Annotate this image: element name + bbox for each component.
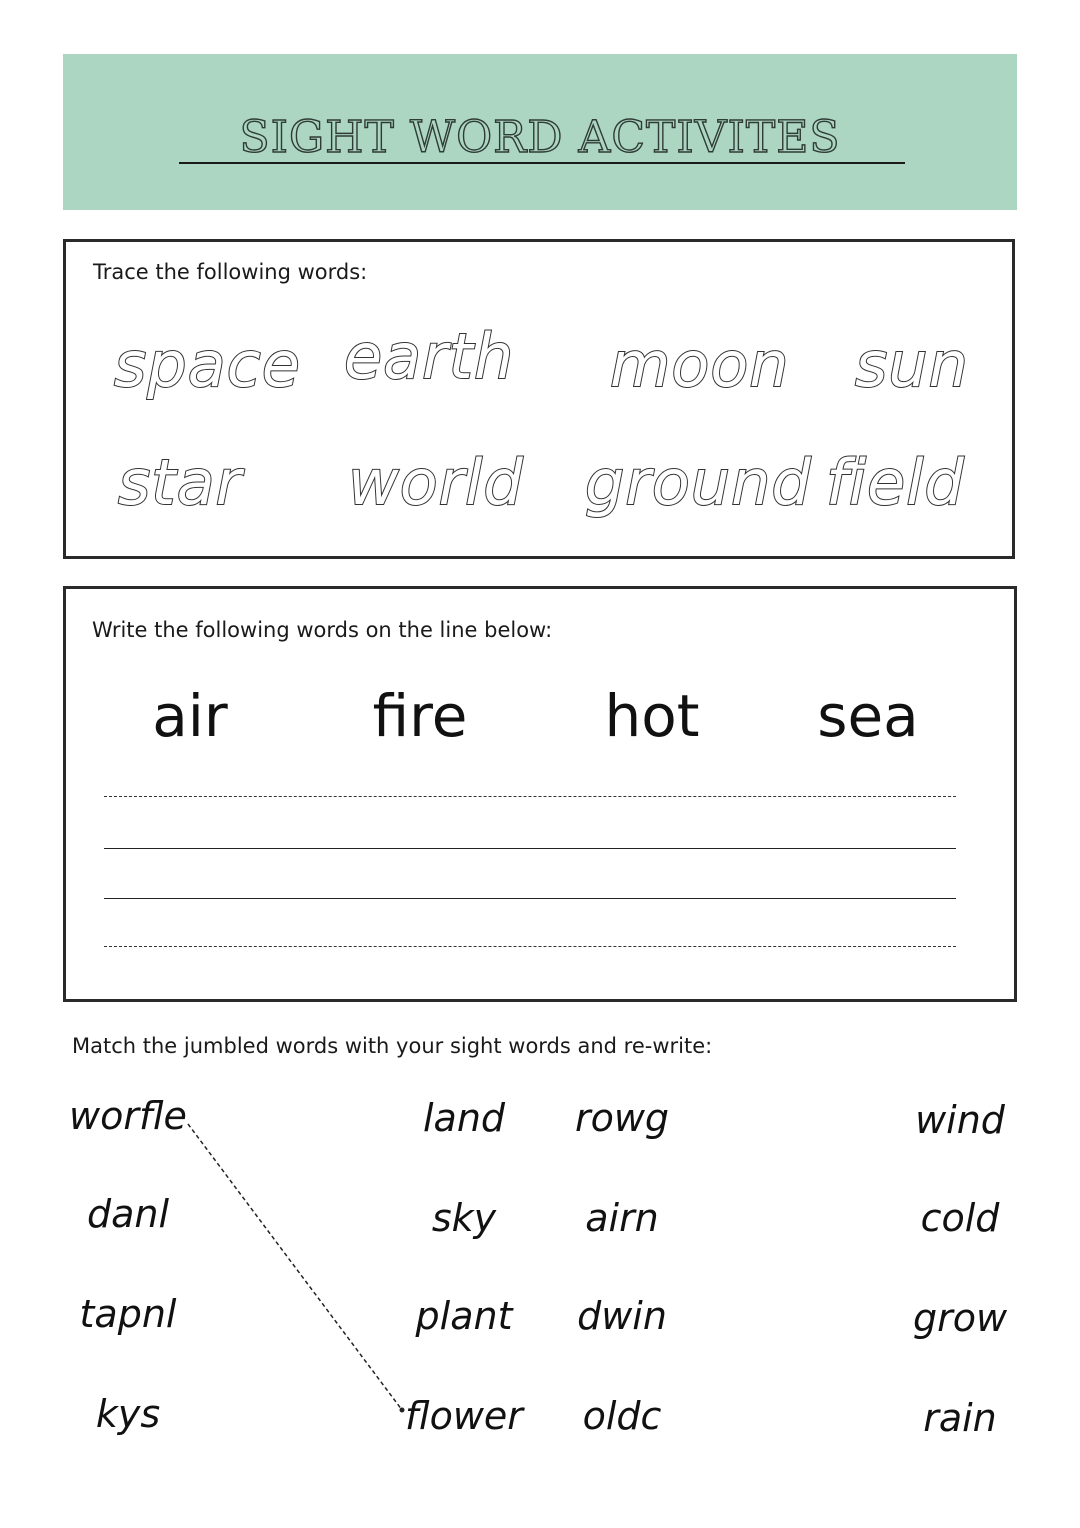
page-title: SIGHT WORD ACTIVITES bbox=[239, 112, 841, 163]
trace-word: star bbox=[118, 446, 243, 519]
match-instruction: Match the jumbled words with your sight words and re-write: bbox=[72, 1034, 713, 1058]
handwriting-base-line bbox=[104, 898, 956, 899]
sight-word: wind bbox=[915, 1098, 1005, 1142]
trace-word: field bbox=[826, 446, 965, 519]
sight-word: cold bbox=[920, 1196, 1000, 1240]
trace-word: earth bbox=[344, 320, 515, 393]
write-word: sea bbox=[817, 682, 919, 750]
sight-word: rain bbox=[923, 1396, 997, 1440]
trace-word: sun bbox=[855, 328, 969, 401]
trace-word: space bbox=[114, 328, 301, 401]
jumbled-word: rowg bbox=[574, 1096, 670, 1140]
write-word: fire bbox=[372, 682, 468, 750]
jumbled-word: worfle bbox=[69, 1094, 187, 1138]
trace-instruction: Trace the following words: bbox=[93, 260, 368, 284]
sight-word: sky bbox=[431, 1196, 497, 1240]
handwriting-bottom-line bbox=[104, 946, 956, 947]
jumbled-word: dwin bbox=[577, 1294, 667, 1338]
sight-word: land bbox=[422, 1096, 506, 1140]
jumbled-word: danl bbox=[86, 1192, 170, 1236]
sight-word: flower bbox=[405, 1394, 523, 1438]
write-section bbox=[63, 586, 1017, 1002]
write-instruction: Write the following words on the line below: bbox=[92, 618, 553, 642]
trace-word: world bbox=[348, 446, 524, 519]
jumbled-word: oldc bbox=[582, 1394, 662, 1438]
jumbled-word: airn bbox=[585, 1196, 659, 1240]
write-word: air bbox=[152, 682, 228, 750]
jumbled-word: kys bbox=[95, 1392, 161, 1436]
write-word: hot bbox=[604, 682, 700, 750]
sight-word: grow bbox=[912, 1296, 1008, 1340]
handwriting-mid-line bbox=[104, 848, 956, 849]
title-underline bbox=[179, 162, 905, 164]
jumbled-word: tapnl bbox=[79, 1292, 177, 1336]
header-band bbox=[63, 54, 1017, 210]
trace-word: ground bbox=[585, 446, 812, 519]
sight-word: plant bbox=[415, 1294, 513, 1338]
handwriting-top-line bbox=[104, 796, 956, 797]
trace-word: moon bbox=[610, 328, 790, 401]
